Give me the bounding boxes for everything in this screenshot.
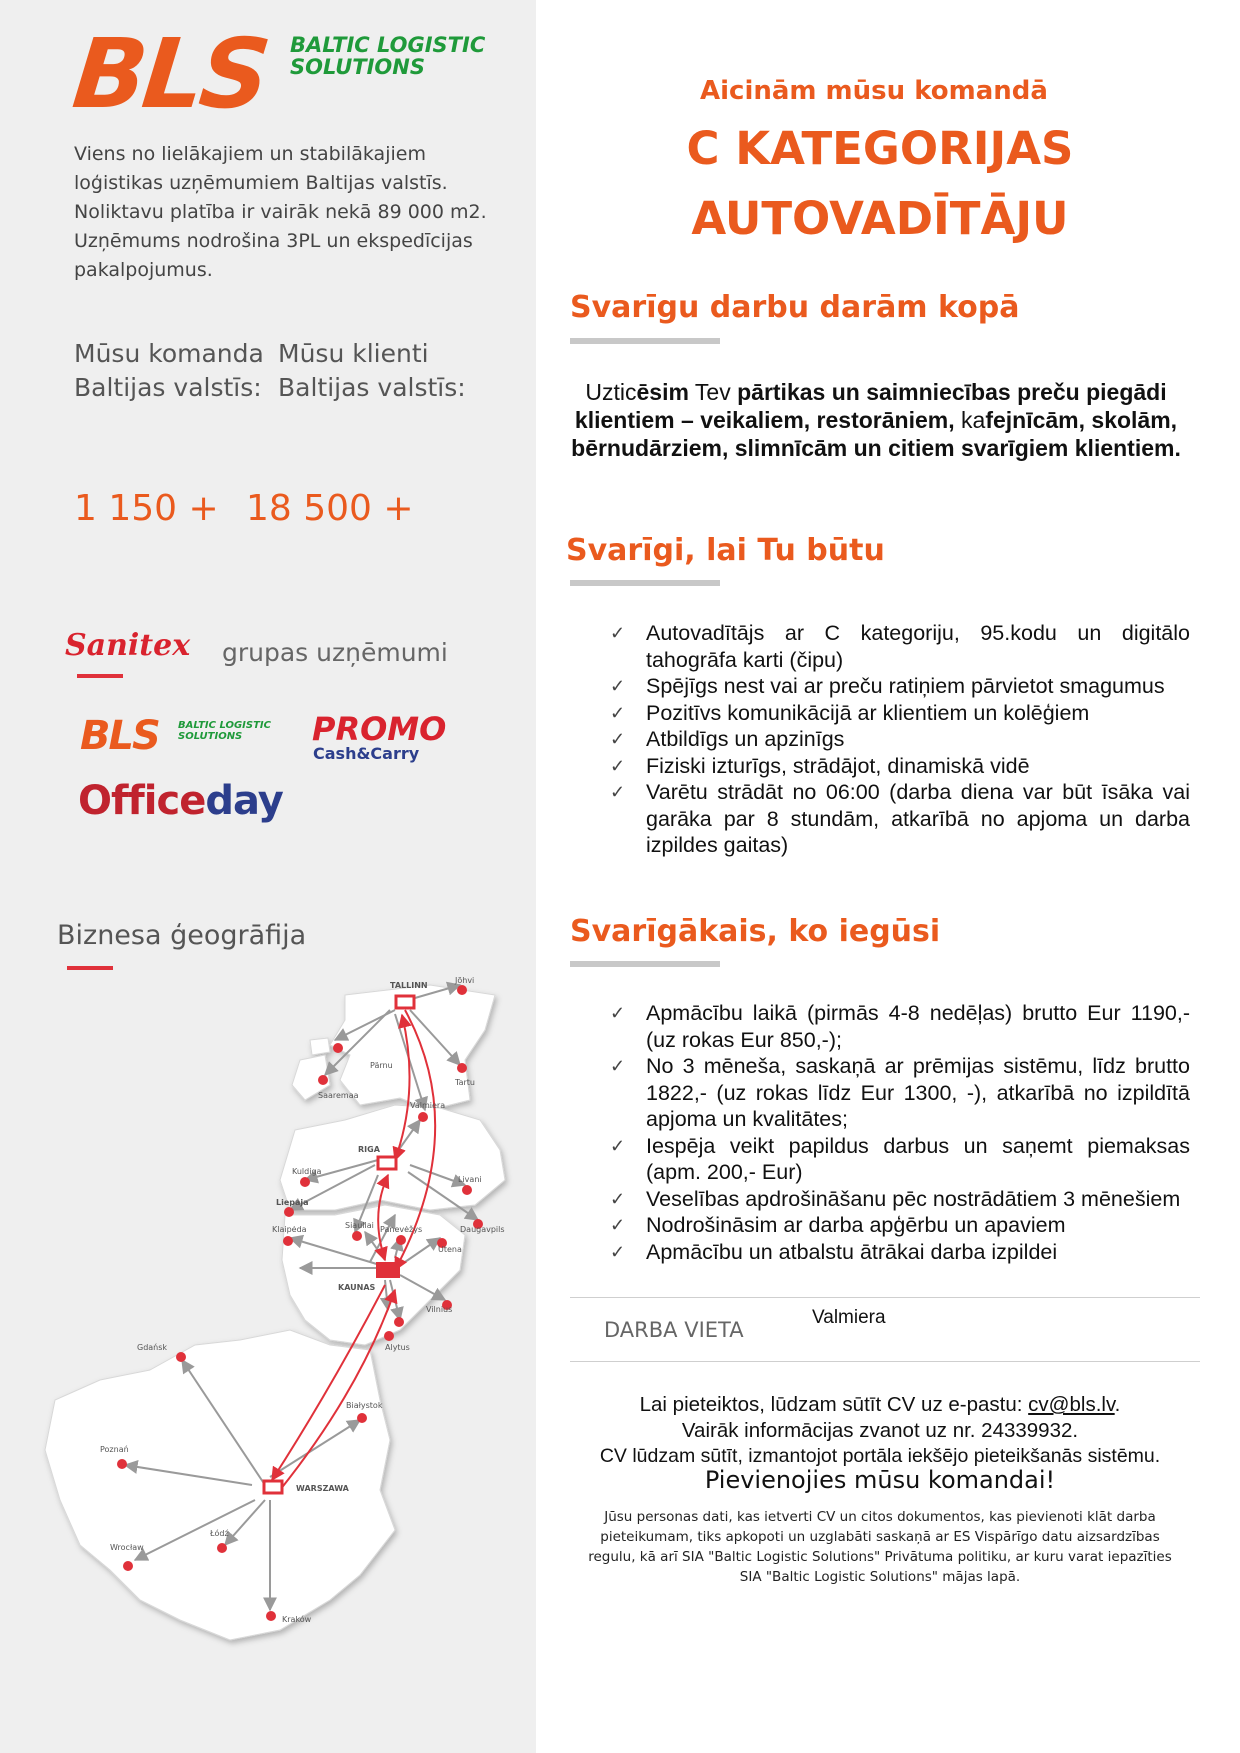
city-label: Klaipėda [272, 1225, 307, 1234]
divider [570, 1361, 1200, 1362]
list-item: ✓ Apmācību un atbalstu ātrākai darba izpildei [610, 1239, 1058, 1264]
clients-count: 18 500 + [246, 488, 414, 529]
city-label: Siauliai [345, 1221, 374, 1230]
officeday-logo: Officeday [78, 778, 283, 824]
checkmark-icon: ✓ [610, 1056, 626, 1076]
list-item: ✓ Spējīgs nest vai ar preču ratiņiem pārvietot smagumus [610, 674, 1165, 698]
list-item: ✓ Nodrošināsim ar darba apģērbu un apaviem [610, 1213, 1066, 1237]
group-companies-label: grupas uzņēmumi [222, 638, 448, 667]
requirements-list [610, 620, 1190, 859]
benefits-list [610, 1000, 1190, 1265]
list-item: ✓ Apmācību laikā (pirmās 4-8 nedēļas) brutto Eur 1190,- (uz rokas Eur 850,-); [610, 1001, 1190, 1052]
sanitex-logo: Sanitex [65, 628, 191, 663]
geography-title: Biznesa ģeogrāfija [57, 920, 307, 951]
section-underline [570, 961, 720, 967]
section-underline [570, 338, 720, 344]
city-label: Białystok [346, 1401, 383, 1410]
checkmark-icon: ✓ [610, 1135, 626, 1156]
city-label: Alytus [385, 1343, 410, 1352]
checkmark-icon: ✓ [610, 1215, 626, 1235]
checkmark-icon: ✓ [610, 1003, 626, 1023]
list-item: ✓ Varētu strādāt no 06:00 (darba diena var būt īsāka vai garāka par 8 stundām, atkarībā no apjoma un darba izpildes gaitas) [610, 780, 1190, 857]
job-title-line2: AUTOVADĪTĀJU [691, 192, 1069, 245]
city-label: Saaremaa [318, 1091, 359, 1100]
checkmark-icon: ✓ [610, 1188, 626, 1209]
city-label: Poznań [100, 1445, 129, 1454]
city-label: Gdańsk [137, 1343, 168, 1352]
city-label: Kuldiga [292, 1167, 322, 1176]
city-label: TALLINN [390, 981, 428, 990]
bls-logo: BLS [68, 18, 272, 130]
checkmark-icon: ✓ [610, 702, 626, 723]
city-label: Livani [458, 1175, 482, 1184]
list-item: ✓ No 3 mēneša, saskaņā ar prēmijas sistēmu, līdz brutto 1822,- (uz rokas līdz Eur 1300, -), atkarībā no izpildītā apjoma un kvalitātes; [610, 1054, 1190, 1131]
team-label: Mūsu komanda Baltijas valstīs: [74, 339, 264, 402]
city-label: Łódź [210, 1529, 229, 1538]
apply-email-line: Lai pieteiktos, lūdzam sūtīt CV uz e-pastu: cv@bls.lv. [639, 1393, 1121, 1416]
job-title-line1: C KATEGORIJAS [686, 122, 1074, 175]
city-label: Utena [438, 1245, 462, 1254]
city-label: Jõhvi [455, 976, 475, 985]
city-label: Panevėžys [380, 1225, 423, 1234]
list-item: ✓ Veselības apdrošināšanu pēc nostrādātiem 3 mēnešiem [610, 1186, 1181, 1211]
workplace-label: DARBA VIETA [604, 1318, 744, 1342]
checkmark-icon: ✓ [610, 755, 626, 776]
checkmark-icon: ✓ [610, 782, 626, 802]
checkmark-icon: ✓ [610, 1241, 626, 1262]
join-team-heading: Pievienojies mūsu komandai! [704, 1466, 1056, 1494]
city-label: Tartu [455, 1078, 475, 1087]
city-label: Vilnius [426, 1305, 453, 1314]
city-label: Wrocław [110, 1543, 144, 1552]
apply-phone-line: Vairāk informācijas zvanot uz nr. 24339932. [681, 1419, 1079, 1442]
city-label: WARSZAWA [296, 1484, 349, 1493]
promo-logo: PROMO [312, 710, 447, 748]
list-item: ✓ Autovadītājs ar C kategoriju, 95.kodu un digitālo tahogrāfa karti (čipu) [610, 621, 1190, 672]
email-link[interactable]: cv@bls.lv [1028, 1393, 1115, 1416]
city-label: Kraków [282, 1615, 312, 1624]
city-label: Pärnu [370, 1061, 393, 1070]
list-item: ✓ Pozitīvs komunikācijā ar klientiem un kolēģiem [610, 700, 1090, 725]
section-underline [570, 580, 720, 586]
bls-logo-subtitle: BALTIC LOGISTIC SOLUTIONS [290, 33, 486, 79]
city-label: Daugavpils [460, 1225, 505, 1234]
section-title-requirements: Svarīgi, lai Tu būtu [566, 533, 885, 568]
business-geography-map [0, 970, 536, 1660]
city-label: Liepaja [276, 1198, 309, 1207]
bls-small-logo: BLS [80, 713, 159, 759]
company-intro: Viens no lielākajiem un stabilākajiem loģistikas uzņēmumiem Baltijas valstīs. Noliktavu platība ir vairāk nekā 89 000 m2. Uzņēmums nodrošina 3PL un ekspedīcijas pakalpojumus. [74, 143, 487, 281]
kaunas-hub [376, 1262, 400, 1278]
list-item: ✓ Atbildīgs un apzinīgs [610, 727, 845, 751]
invite-text: Aicinām mūsu komandā [700, 76, 1048, 106]
workplace-value: Valmiera [812, 1307, 886, 1328]
bls-small-logo-subtitle: BALTIC LOGISTIC SOLUTIONS [178, 720, 271, 742]
apply-portal-line: CV lūdzam sūtīt, izmantojot portāla iekšējo pieteikšanās sistēmu. [599, 1445, 1161, 1467]
city-label: KAUNAS [338, 1283, 376, 1292]
privacy-notice: Jūsu personas dati, kas ietverti CV un citos dokumentos, kas pievienoti klāt darba pieteikumam, tiks apkopoti un uzglabāti saskaņā ar ES Vispārīgo datu aizsardzības regulu, kā arī SIA "Baltic Logistic Solutions" Privātuma politiku, ar kuru varat iepazīties SIA "Baltic Logistic Solutions" mājas lapā. [588, 1509, 1172, 1585]
checkmark-icon: ✓ [610, 676, 626, 696]
city-label: Valmiera [410, 1101, 446, 1110]
section-title-benefits: Svarīgākais, ko iegūsi [570, 914, 941, 949]
clients-label: Mūsu klienti Baltijas valstīs: [278, 339, 466, 402]
checkmark-icon: ✓ [610, 729, 626, 749]
list-item: ✓ Fiziski izturīgs, strādājot, dinamiskā vidē [610, 753, 1030, 778]
city-label: RIGA [358, 1145, 380, 1154]
promo-logo-subtitle: Cash&Carry [313, 744, 420, 763]
red-divider [77, 674, 123, 678]
list-item: ✓ Iespēja veikt papildus darbus un saņemt piemaksas (apm. 200,- Eur) [610, 1133, 1190, 1184]
section-title-together: Svarīgu darbu darām kopā [570, 290, 1020, 325]
divider [570, 1297, 1200, 1298]
job-description: Uzticēsim Tev pārtikas un saimniecības preču piegādi klientiem – veikaliem, restorāniem, kafejnīcām, skolām, bērnudārziem, slimnīcām un citiem svarīgiem klientiem. [571, 379, 1181, 461]
checkmark-icon: ✓ [610, 623, 626, 643]
team-count: 1 150 + [74, 488, 219, 529]
